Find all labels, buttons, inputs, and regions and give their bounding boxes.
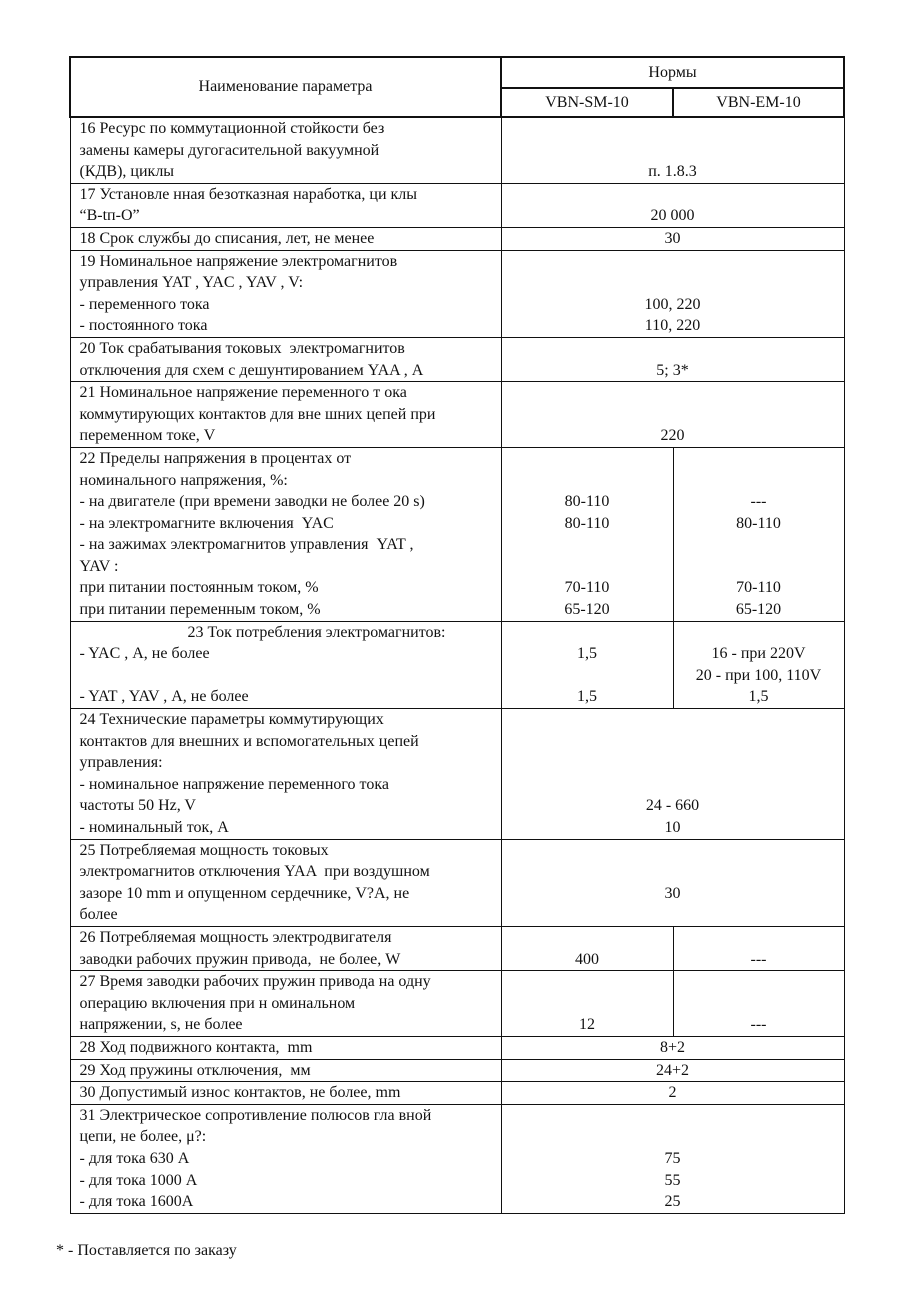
value-line: 110, 220	[644, 317, 701, 335]
norm-value-both	[501, 1059, 844, 1082]
value-line	[502, 556, 673, 578]
parameter-line: операцию включения при н оминальном	[79, 994, 356, 1012]
parameter-line: частоты 50 Hz, V	[79, 797, 196, 815]
value-line: 220	[660, 427, 685, 445]
value-line	[502, 904, 844, 926]
parameter-line: 24 Технические параметры коммутирующих	[79, 711, 384, 729]
value-line: 20 - при 100, 110V	[695, 666, 822, 684]
value-line	[674, 534, 844, 556]
parameter-line: 16 Ресурс по коммутационной стойкости без	[79, 120, 385, 137]
parameter-line: 28 Ход подвижного контакта, mm	[79, 1038, 313, 1056]
norm-value-vbn-sm-10	[501, 447, 673, 621]
parameter-line: 25 Потребляемая мощность токовых	[79, 841, 329, 859]
value-line: 1,5	[577, 645, 597, 663]
parameter-cell	[70, 117, 501, 183]
value-line: 70-110	[564, 579, 610, 597]
norm-value-both	[501, 1036, 844, 1059]
value-line: 80-110	[564, 493, 610, 511]
value-line	[674, 971, 844, 993]
value-line	[674, 448, 844, 470]
norm-value-both	[501, 250, 844, 337]
parameter-line: при питании постоянным током, %	[79, 579, 319, 597]
parameter-line: 20 Ток срабатывания токовых электромагнитов	[79, 339, 405, 357]
parameter-cell	[70, 337, 501, 381]
header-model-vbn-em-10: VBN-EM-10	[673, 88, 844, 117]
norm-value-both	[501, 183, 844, 227]
norm-value-vbn-em-10	[673, 447, 844, 621]
value-line	[502, 251, 844, 273]
parameter-line: 27 Время заводки рабочих пружин привода на одну	[79, 973, 431, 991]
parameter-cell	[70, 183, 501, 227]
value-line: 16 - при 220V	[711, 645, 806, 663]
parameter-line: заводки рабочих пружин привода, не более, W	[79, 950, 401, 968]
value-line	[502, 709, 844, 731]
parameter-line: - для тока 1600А	[79, 1193, 194, 1211]
parameter-cell	[70, 709, 501, 840]
parameter-cell	[70, 1082, 501, 1105]
value-line	[674, 622, 844, 644]
norm-value-both	[501, 382, 844, 448]
value-line	[502, 861, 844, 883]
norm-value-vbn-em-10	[673, 971, 844, 1037]
parameter-line: - переменного тока	[79, 295, 210, 313]
parameter-cell	[70, 1059, 501, 1082]
norm-value-vbn-sm-10	[501, 926, 673, 970]
table-row	[70, 227, 844, 250]
parameter-line: 17 Установле нная безотказная наработка, ци клы	[79, 185, 418, 203]
norm-value-both	[501, 117, 844, 183]
value-line	[502, 404, 844, 426]
table-row	[70, 621, 844, 708]
table-row	[70, 382, 844, 448]
value-line: 24+2	[655, 1061, 690, 1079]
parameter-line: переменном токе, V	[79, 427, 216, 445]
parameter-line: - для тока 1000 А	[79, 1171, 198, 1189]
value-line: 30	[664, 229, 681, 247]
value-line: 30	[664, 884, 681, 902]
table-body	[70, 117, 844, 1213]
value-line: п. 1.8.3	[648, 163, 697, 181]
value-line: 55	[664, 1171, 681, 1189]
parameter-line: - на электромагните включения YAC	[79, 514, 334, 532]
value-line	[502, 272, 844, 294]
table-row	[70, 337, 844, 381]
value-line: 1,5	[748, 688, 769, 706]
table-row	[70, 447, 844, 621]
header-norms: Нормы	[501, 57, 844, 88]
value-line: 12	[579, 1016, 595, 1034]
parameter-line: контактов для внешних и вспомогательных цепей	[79, 732, 419, 750]
table-row	[70, 1059, 844, 1082]
parameter-line: - номинальный ток, А	[79, 819, 229, 836]
value-line	[502, 993, 673, 1015]
parameter-line: номинального напряжения, %:	[79, 471, 288, 489]
value-line	[502, 382, 844, 404]
value-line: 1,5	[577, 688, 597, 706]
parameter-line: 23 Ток потребления электромагнитов:	[187, 623, 446, 641]
value-line: ---	[750, 493, 767, 511]
parameter-cell	[70, 382, 501, 448]
value-line: 75	[664, 1149, 681, 1167]
norm-value-vbn-sm-10	[501, 621, 673, 708]
table-row	[70, 926, 844, 970]
value-line	[502, 971, 673, 993]
value-line: 65-120	[564, 601, 610, 619]
parameters-table	[69, 56, 845, 1214]
footnote: * - Поставляется по заказу	[56, 1242, 237, 1259]
value-line	[674, 470, 844, 492]
parameter-line: зазоре 10 mm и опущенном сердечнике, V?A, не	[79, 884, 410, 902]
parameter-line: “В-tп-О”	[79, 207, 140, 225]
parameter-line: YAV :	[79, 557, 119, 575]
parameter-line: 18 Срок службы до списания, лет, не менее	[79, 229, 375, 247]
value-line	[674, 927, 844, 949]
value-line	[502, 1105, 844, 1127]
table-row	[70, 971, 844, 1037]
parameter-cell	[70, 250, 501, 337]
parameter-cell	[70, 447, 501, 621]
value-line	[502, 470, 673, 492]
norm-value-vbn-em-10	[673, 621, 844, 708]
value-line: 24 - 660	[645, 797, 700, 815]
norm-value-both	[501, 839, 844, 926]
value-line: 10	[664, 819, 681, 836]
norm-value-both	[501, 227, 844, 250]
parameter-line: отключения для схем с дешунтированием YAA , А	[79, 361, 424, 379]
value-line: 8+2	[659, 1038, 686, 1056]
value-line	[674, 993, 844, 1015]
parameter-line: напряжении, s, не более	[79, 1016, 243, 1034]
value-line	[502, 118, 844, 140]
parameter-line: 19 Номинальное напряжение электромагнитов	[79, 252, 398, 270]
table-row	[70, 839, 844, 926]
parameter-cell	[70, 1104, 501, 1213]
value-line	[502, 184, 844, 206]
table-row	[70, 183, 844, 227]
value-line	[502, 338, 844, 360]
value-line	[502, 140, 844, 162]
norm-value-both	[501, 709, 844, 840]
table-row	[70, 250, 844, 337]
norm-value-both	[501, 1082, 844, 1105]
parameter-line: замены камеры дугогасительной вакуумной	[79, 141, 380, 159]
norm-value-both	[501, 337, 844, 381]
parameter-line	[80, 665, 497, 687]
table-row	[70, 709, 844, 840]
parameter-cell	[70, 971, 501, 1037]
value-line	[502, 1126, 844, 1148]
parameter-line: - номинальное напряжение переменного тока	[79, 775, 389, 793]
parameter-line: 26 Потребляемая мощность электродвигателя	[79, 928, 392, 946]
parameter-line: 29 Ход пружины отключения, мм	[79, 1061, 311, 1079]
value-line	[502, 774, 844, 796]
value-line: 20 000	[650, 207, 695, 225]
value-line	[502, 752, 844, 774]
value-line	[502, 927, 673, 949]
parameter-line: - на зажимах электромагнитов управления YAT ,	[79, 536, 414, 554]
parameter-cell	[70, 1036, 501, 1059]
parameter-line: управления:	[79, 754, 163, 772]
parameter-line: 22 Пределы напряжения в процентах от	[79, 449, 352, 467]
parameter-cell	[70, 227, 501, 250]
value-line: 2	[668, 1084, 677, 1102]
parameter-line: - для тока 630 А	[79, 1149, 190, 1167]
value-line	[502, 622, 673, 644]
parameter-line: - YAC , А, не более	[79, 645, 210, 663]
value-line: ---	[750, 950, 767, 968]
parameter-line: - на двигателе (при времени заводки не более 20 s)	[79, 493, 425, 511]
table-row	[70, 117, 844, 183]
value-line: 80-110	[736, 514, 781, 532]
value-line	[502, 840, 844, 862]
value-line	[674, 556, 844, 578]
norm-value-both	[501, 1104, 844, 1213]
value-line: 400	[575, 950, 599, 968]
parameter-line: 31 Электрическое сопротивление полюсов гла вной	[79, 1106, 432, 1124]
parameter-cell	[70, 839, 501, 926]
value-line: 80-110	[564, 514, 610, 532]
parameter-line: коммутирующих контактов для вне шних цепей при	[79, 405, 436, 423]
norm-value-vbn-em-10	[673, 926, 844, 970]
value-line: 100, 220	[644, 295, 701, 313]
norm-value-vbn-sm-10	[501, 971, 673, 1037]
header-parameter-name: Наименование параметра	[70, 57, 501, 117]
parameter-line: электромагнитов отключения YAA при воздушном	[79, 863, 430, 881]
value-line: 25	[664, 1193, 681, 1211]
parameter-line: 30 Допустимый износ контактов, не более, mm	[79, 1084, 401, 1102]
parameter-line: управления YAT , YAC , YAV , V:	[79, 274, 304, 292]
parameter-line: - YAT , YAV , А, не более	[79, 688, 249, 706]
value-line: 5; 3*	[656, 361, 689, 379]
parameter-line: цепи, не более, μ?:	[79, 1128, 207, 1146]
header-model-vbn-sm-10: VBN-SM-10	[501, 88, 673, 117]
parameter-line: - постоянного тока	[79, 317, 208, 335]
value-line	[502, 448, 673, 470]
table-row	[70, 1082, 844, 1105]
value-line: 65-120	[735, 601, 782, 619]
parameter-cell	[70, 621, 501, 708]
value-line: 70-110	[736, 579, 781, 597]
table-row	[70, 1104, 844, 1213]
parameter-line: 21 Номинальное напряжение переменного т ока	[79, 384, 407, 402]
parameter-line: (КДВ), циклы	[79, 163, 175, 181]
parameter-line: при питании переменным током, %	[79, 601, 321, 619]
parameter-cell	[70, 926, 501, 970]
value-line	[502, 731, 844, 753]
value-line: ---	[750, 1016, 767, 1034]
parameter-line: более	[79, 906, 118, 924]
value-line	[502, 534, 673, 556]
table-row	[70, 1036, 844, 1059]
value-line	[502, 665, 673, 687]
